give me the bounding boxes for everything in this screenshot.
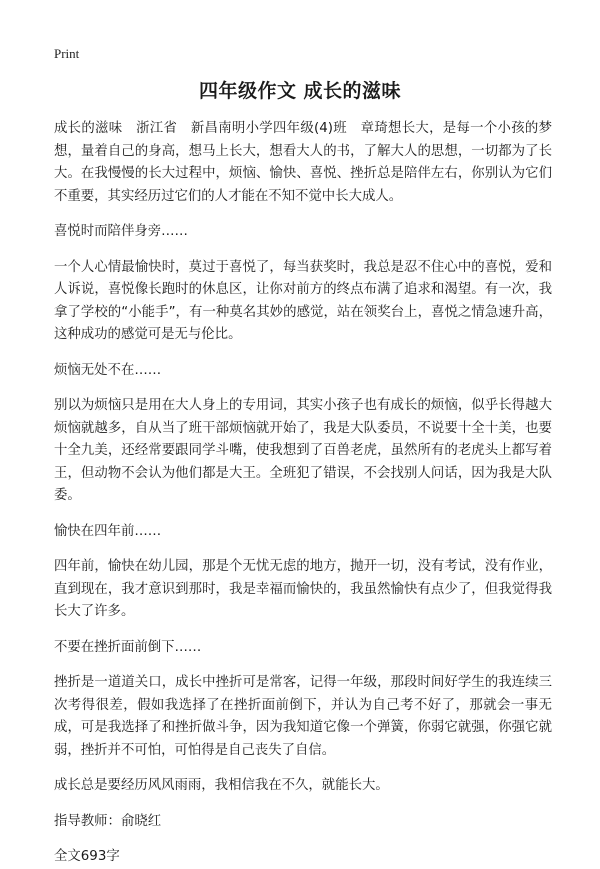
teacher-credit: 指导教师：俞晓红 [54, 813, 162, 829]
paragraph-worry: 别以为烦恼只是用在大人身上的专用词，其实小孩子也有成长的烦恼，似乎长得越大烦恼就越多，自从当了班干部烦恼就开始了，我是大队委员，不说要十全十美，也要十全九美，还经常要跟同学斗嘴，使我想到了百兽老虎，虽然所有的老虎头上都写着王，但动物不会认为他们都是大王。全班犯了错误，不会找别人问话，因为我是大队委。 [54, 398, 552, 503]
paragraph-intro: 成长的滋味 浙江省 新昌南明小学四年级(4)班 章琦想长大，是每一个小孩的梦想，量着自己的身高，想马上长大，想看大人的书，了解大人的思想，一切都为了长大。在我慢慢的长大过程中，烦恼、愉快、喜悦、挫折总是陪伴左右，你别认为它们不重要，其实经历过它们的人才能在不知不觉中长大成人。 [54, 121, 552, 204]
paragraph-joy: 一个人心情最愉快时，莫过于喜悦了，每当获奖时，我总是忍不住心中的喜悦，爱和人诉说，喜悦像长跑时的休息区，让你对前方的终点布满了追求和渴望。有一次，我拿了学校的“小能手”，有一种莫名其妙的感觉，站在领奖台上，喜悦之情急速升高，这种成功的感觉可是无与伦比。 [54, 259, 552, 342]
section-heading-setback: 不要在挫折面前倒下…… [54, 639, 202, 655]
word-count: 全文693字 [54, 849, 120, 864]
paragraph-setback: 挫折是一道道关口，成长中挫折可是常客，记得一年级，那段时间好学生的我连续三次考得很差，假如我选择了在挫折面前倒下，并认为自己考不好了，那就会一事无成，可是我选择了和挫折做斗争，因为我知道它像一个弹簧，你弱它就强，你强它就弱，挫折并不可怕，可怕得是自己丧失了自信。 [54, 675, 552, 758]
article-body [54, 118, 552, 869]
section-heading-happiness: 愉快在四年前…… [54, 523, 162, 539]
paragraph-conclusion: 成长总是要经历风风雨雨，我相信我在不久，就能长大。 [54, 778, 389, 793]
section-heading-joy: 喜悦时而陪伴身旁…… [54, 224, 188, 239]
paragraph-happiness: 四年前，愉快在幼儿园，那是个无忧无虑的地方，抛开一切，没有考试，没有作业，直到现在，我才意识到那时，我是幸福而愉快的，我虽然愉快有点少了，但我觉得我长大了许多。 [54, 559, 552, 619]
section-heading-worry: 烦恼无处不在…… [54, 362, 162, 378]
print-link[interactable]: Print [54, 46, 80, 61]
article-title: 四年级作文 成长的滋味 [198, 80, 402, 102]
